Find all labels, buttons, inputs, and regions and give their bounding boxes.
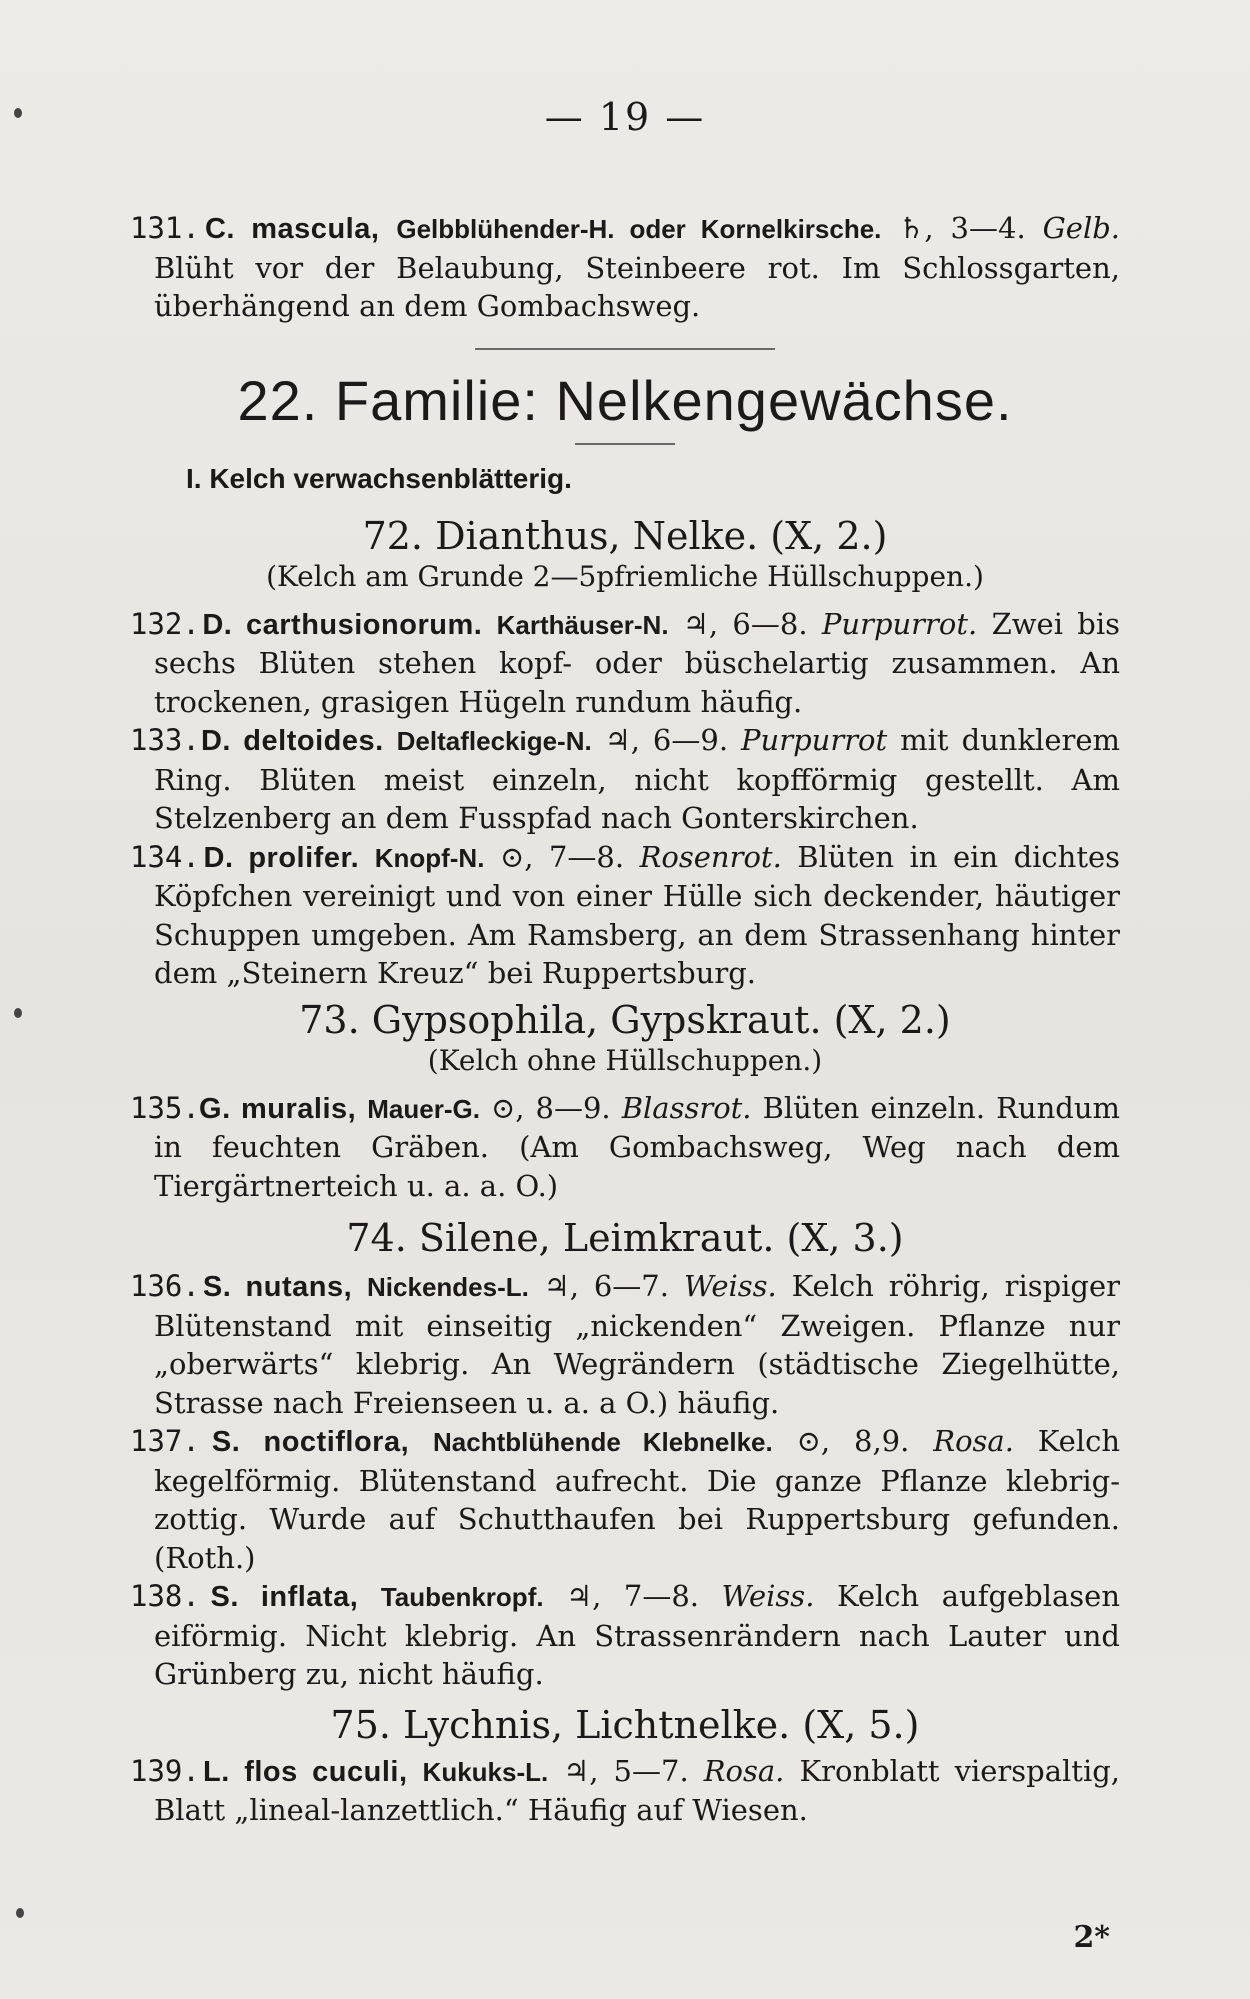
entry-number: 138.: [130, 1579, 200, 1613]
entry-137: [130, 1422, 1120, 1577]
scientific-name: S. noctiflora,: [211, 1426, 410, 1458]
divider-rule-short: [575, 443, 675, 445]
genus-title: 74. Silene, Leimkraut. (X, 3.): [346, 1216, 904, 1260]
genus-note: (Kelch ohne Hüllschuppen.): [427, 1043, 823, 1077]
common-name: Mauer-G.: [367, 1093, 480, 1124]
print-speck: [14, 108, 22, 118]
entry-meta: ♃, 7—8.: [566, 1579, 699, 1613]
entry-134: [130, 838, 1120, 993]
entry-number: 139.: [130, 1753, 200, 1788]
common-name: Knopf-N.: [374, 842, 485, 873]
common-name: Nickendes-L.: [367, 1272, 529, 1302]
entry-meta: ⊙, 8,9.: [796, 1424, 910, 1458]
common-name: Nachtblühende Klebnelke.: [433, 1427, 773, 1457]
common-name: Karthäuser-N.: [496, 609, 669, 640]
page-number: — 19 —: [544, 95, 706, 139]
common-name: Taubenkropf.: [380, 1582, 544, 1612]
entry-text: Kelch röhrig, rispiger Blütenstand mit einseitig „nickenden“ Zweigen. Pflanze nur „oberwärts“ klebrig. An Wegrändern (städtische Ziegelhütte, Strasse nach Freienseen u. a. a O.) häufig.: [154, 1269, 1121, 1420]
entry-132: [130, 605, 1120, 722]
entry-139: [130, 1752, 1120, 1830]
scientific-name: L. flos cuculi,: [203, 1755, 408, 1788]
common-name: Kukuks-L.: [422, 1756, 549, 1787]
scientific-name: D. deltoides.: [200, 725, 384, 757]
flower-color: Gelb.: [1042, 211, 1121, 245]
scientific-name: C. mascula,: [204, 213, 380, 245]
entry-number: 132.: [130, 606, 200, 641]
entry-131: [130, 209, 1120, 326]
flower-color: Purpurrot.: [821, 606, 978, 641]
entry-meta: ♃, 6—8.: [682, 606, 808, 641]
entry-text: Kronblatt vierspaltig, Blatt „lineal-lanzettlich.“ Häufig auf Wiesen.: [154, 1753, 1121, 1827]
entry-text: Kelch kegelförmig. Blütenstand aufrecht. Die ganze Pflanze klebrig-zottig. Wurde auf Schutthaufen bei Ruppertsburg gefunden. (Roth.): [154, 1424, 1121, 1575]
entry-number: 134.: [130, 839, 200, 874]
entry-meta: ♄, 3—4.: [898, 211, 1026, 245]
family-title: 22. Familie: Nelkengewächse.: [237, 368, 1013, 432]
entry-text: mit dunklerem Ring. Blüten meist einzeln, nicht kopfförmig gestellt. Am Stelzenberg an dem Fusspfad nach Gonterskirchen.: [154, 723, 1121, 835]
entry-text: Blüht vor der Belaubung, Steinbeere rot. Im Schlossgarten, überhängend an dem Gombachsweg.: [154, 250, 1120, 323]
section-heading: I. Kelch verwachsenblätterig.: [186, 462, 572, 494]
scientific-name: S. nutans,: [202, 1271, 353, 1303]
scientific-name: D. carthusionorum.: [202, 608, 483, 641]
entry-text: Blüten einzeln. Rundum in feuchten Gräben. (Am Gombachsweg, Weg nach dem Tiergärtnerteich u. a. a. O.): [154, 1090, 1121, 1203]
entry-meta: ♃, 5—7.: [563, 1753, 689, 1788]
entry-136: [130, 1267, 1120, 1422]
scientific-name: S. inflata,: [210, 1581, 359, 1613]
flower-color: Weiss.: [683, 1269, 777, 1303]
entry-number: 137.: [130, 1424, 200, 1458]
entry-text: Kelch aufgeblasen eiförmig. Nicht klebrig. An Strassenrändern nach Lauter und Grünberg zu, nicht häufig.: [154, 1579, 1121, 1691]
flower-color: Weiss.: [721, 1579, 815, 1613]
entry-text: Zwei bis sechs Blüten stehen kopf- oder büschelartig zusammen. An trockenen, grasigen Hügeln rundum häufig.: [154, 606, 1121, 719]
divider-rule: [475, 348, 775, 350]
flower-color: Blassrot.: [621, 1090, 752, 1125]
genus-title: 75. Lychnis, Lichtnelke. (X, 5.): [330, 1702, 920, 1747]
entry-135: [130, 1089, 1120, 1206]
entry-138: [130, 1577, 1120, 1694]
entry-meta: ♃, 6—7.: [543, 1269, 669, 1303]
common-name: Deltafleckige-N.: [396, 726, 592, 756]
flower-color: Rosa.: [933, 1424, 1014, 1458]
scientific-name: D. prolifer.: [203, 841, 360, 874]
genus-title: 73. Gypsophila, Gypskraut. (X, 2.): [299, 997, 951, 1042]
entry-meta: ⊙, 7—8.: [499, 839, 625, 874]
flower-color: Rosa.: [703, 1753, 785, 1788]
common-name: Gelbblühender-H. oder Kornelkirsche.: [396, 214, 882, 244]
entry-meta: ⊙, 8—9.: [490, 1090, 611, 1125]
entry-text: Blüten in ein dichtes Köpfchen vereinigt und von einer Hülle sich deckender, häutiger Schuppen umgeben. Am Ramsberg, an dem Strassenhang hinter dem „Steinern Kreuz“ bei Ruppertsburg.: [154, 839, 1121, 990]
entry-number: 133.: [130, 723, 200, 757]
entry-number: 135.: [130, 1090, 200, 1125]
print-speck: [16, 1908, 24, 1918]
entry-133: [130, 721, 1120, 838]
entry-number: 136.: [130, 1269, 200, 1303]
scientific-name: G. muralis,: [199, 1092, 357, 1125]
flower-color: Rosenrot.: [639, 839, 782, 874]
text-block: [130, 95, 1120, 1830]
flower-color: Purpurrot: [741, 723, 888, 757]
entry-meta: ♃, 6—9.: [604, 723, 729, 757]
entry-number: 131.: [130, 211, 200, 245]
genus-note: (Kelch am Grunde 2—5pfriemliche Hüllschuppen.): [266, 559, 984, 593]
genus-title: 72. Dianthus, Nelke. (X, 2.): [362, 513, 888, 558]
print-speck: [14, 1008, 22, 1018]
signature-mark: 2*: [1073, 1920, 1110, 1955]
